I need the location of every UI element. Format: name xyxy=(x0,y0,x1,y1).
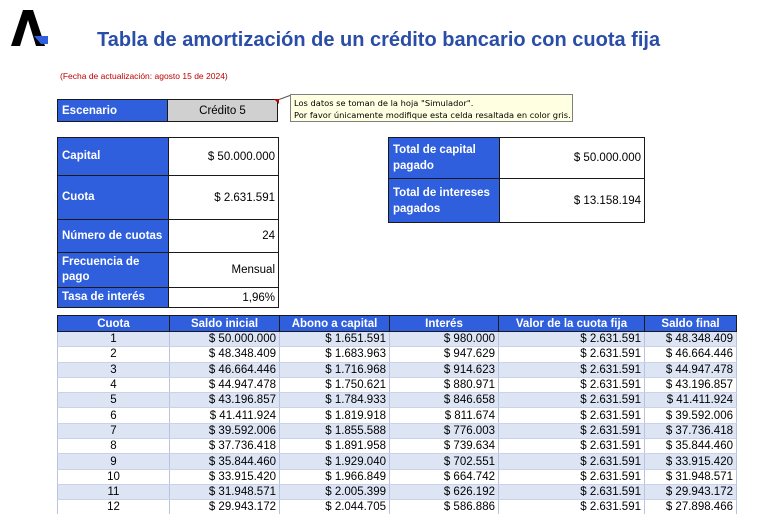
cell-saldo-inicial[interactable]: $ 41.411.924 xyxy=(170,408,280,423)
cell-cuota[interactable]: 6 xyxy=(58,408,170,423)
brand-logo-icon xyxy=(8,6,52,48)
column-header-saldo-final[interactable]: Saldo final xyxy=(645,316,737,332)
update-date: (Fecha de actualización: agosto 15 de 2024) xyxy=(60,71,228,81)
comment-line-1: Los datos se toman de la hoja "Simulador". xyxy=(294,98,474,108)
cell-interes[interactable]: $ 811.674 xyxy=(390,408,499,423)
cell-abono-capital[interactable]: $ 1.716.968 xyxy=(280,362,390,377)
totals-row-intereses xyxy=(389,179,645,223)
info-value[interactable]: $ 50.000.000 xyxy=(169,138,279,176)
cell-saldo-inicial[interactable]: $ 33.915.420 xyxy=(170,469,280,484)
cell-interes[interactable]: $ 626.192 xyxy=(390,484,499,499)
cell-valor-cuota[interactable]: $ 2.631.591 xyxy=(499,439,645,454)
cell-valor-cuota[interactable]: $ 2.631.591 xyxy=(499,362,645,377)
cell-valor-cuota[interactable]: $ 2.631.591 xyxy=(499,393,645,408)
table-row xyxy=(58,347,737,362)
cell-interes[interactable]: $ 880.971 xyxy=(390,377,499,392)
table-row xyxy=(58,362,737,377)
cell-abono-capital[interactable]: $ 1.929.040 xyxy=(280,454,390,469)
info-label: Capital xyxy=(58,138,169,176)
cell-abono-capital[interactable]: $ 2.005.399 xyxy=(280,484,390,499)
cell-cuota[interactable]: 10 xyxy=(58,469,170,484)
cell-cuota[interactable]: 5 xyxy=(58,393,170,408)
cell-valor-cuota[interactable]: $ 2.631.591 xyxy=(499,347,645,362)
info-row-capital xyxy=(58,138,279,176)
amortization-table xyxy=(57,315,737,514)
table-header-row xyxy=(58,316,737,332)
cell-saldo-final[interactable]: $ 33.915.420 xyxy=(645,454,737,469)
cell-abono-capital[interactable]: $ 1.750.621 xyxy=(280,377,390,392)
cell-saldo-inicial[interactable]: $ 48.348.409 xyxy=(170,347,280,362)
cell-abono-capital[interactable]: $ 1.819.918 xyxy=(280,408,390,423)
cell-interes[interactable]: $ 914.623 xyxy=(390,362,499,377)
info-row-numero-cuotas xyxy=(58,220,279,253)
cell-saldo-final[interactable]: $ 37.736.418 xyxy=(645,423,737,438)
column-header-valor-cuota[interactable]: Valor de la cuota fija xyxy=(499,316,645,332)
cell-saldo-final[interactable]: $ 31.948.571 xyxy=(645,469,737,484)
cell-abono-capital[interactable]: $ 1.891.958 xyxy=(280,439,390,454)
cell-interes[interactable]: $ 776.003 xyxy=(390,423,499,438)
info-label: Cuota xyxy=(58,176,169,220)
cell-valor-cuota[interactable]: $ 2.631.591 xyxy=(499,469,645,484)
cell-saldo-inicial[interactable]: $ 39.592.006 xyxy=(170,423,280,438)
cell-valor-cuota[interactable]: $ 2.631.591 xyxy=(499,377,645,392)
cell-saldo-final[interactable]: $ 44.947.478 xyxy=(645,362,737,377)
cell-saldo-final[interactable]: $ 46.664.446 xyxy=(645,347,737,362)
cell-saldo-final[interactable]: $ 41.411.924 xyxy=(645,393,737,408)
cell-cuota[interactable]: 12 xyxy=(58,500,170,514)
column-header-abono-capital[interactable]: Abono a capital xyxy=(280,316,390,332)
totals-value[interactable]: $ 50.000.000 xyxy=(500,138,645,179)
cell-saldo-inicial[interactable]: $ 44.947.478 xyxy=(170,377,280,392)
cell-saldo-final[interactable]: $ 39.592.006 xyxy=(645,408,737,423)
totals-label: Total de capital pagado xyxy=(389,138,500,179)
info-value[interactable]: Mensual xyxy=(169,253,279,288)
table-row xyxy=(58,423,737,438)
cell-cuota[interactable]: 7 xyxy=(58,423,170,438)
cell-saldo-inicial[interactable]: $ 37.736.418 xyxy=(170,439,280,454)
cell-abono-capital[interactable]: $ 1.683.963 xyxy=(280,347,390,362)
cell-cuota[interactable]: 4 xyxy=(58,377,170,392)
cell-interes[interactable]: $ 846.658 xyxy=(390,393,499,408)
cell-comment xyxy=(290,94,573,122)
amortization-body xyxy=(58,332,737,514)
cell-valor-cuota[interactable]: $ 2.631.591 xyxy=(499,500,645,514)
cell-cuota[interactable]: 9 xyxy=(58,454,170,469)
table-row xyxy=(58,469,737,484)
cell-abono-capital[interactable]: $ 1.855.588 xyxy=(280,423,390,438)
cell-cuota[interactable]: 1 xyxy=(58,332,170,347)
info-value[interactable]: 1,96% xyxy=(169,288,279,308)
loan-info-table xyxy=(57,137,279,308)
cell-valor-cuota[interactable]: $ 2.631.591 xyxy=(499,332,645,347)
cell-interes[interactable]: $ 739.634 xyxy=(390,439,499,454)
info-row-cuota xyxy=(58,176,279,220)
cell-abono-capital[interactable]: $ 2.044.705 xyxy=(280,500,390,514)
cell-saldo-final[interactable]: $ 48.348.409 xyxy=(645,332,737,347)
cell-interes[interactable]: $ 702.551 xyxy=(390,454,499,469)
cell-saldo-inicial[interactable]: $ 43.196.857 xyxy=(170,393,280,408)
cell-interes[interactable]: $ 664.742 xyxy=(390,469,499,484)
cell-saldo-final[interactable]: $ 43.196.857 xyxy=(645,377,737,392)
cell-saldo-inicial[interactable]: $ 50.000.000 xyxy=(170,332,280,347)
cell-saldo-inicial[interactable]: $ 46.664.446 xyxy=(170,362,280,377)
column-header-saldo-inicial[interactable]: Saldo inicial xyxy=(170,316,280,332)
table-row xyxy=(58,439,737,454)
cell-cuota[interactable]: 8 xyxy=(58,439,170,454)
totals-value[interactable]: $ 13.158.194 xyxy=(500,179,645,223)
cell-saldo-inicial[interactable]: $ 29.943.172 xyxy=(170,500,280,514)
cell-saldo-inicial[interactable]: $ 31.948.571 xyxy=(170,484,280,499)
cell-cuota[interactable]: 11 xyxy=(58,484,170,499)
totals-row-capital xyxy=(389,138,645,179)
column-header-interes[interactable]: Interés xyxy=(390,316,499,332)
column-header-cuota[interactable]: Cuota xyxy=(58,316,170,332)
page-title: Tabla de amortización de un crédito bancario con cuota fija xyxy=(97,29,661,51)
totals-table xyxy=(388,137,645,223)
cell-interes[interactable]: $ 980.000 xyxy=(390,332,499,347)
cell-interes[interactable]: $ 947.629 xyxy=(390,347,499,362)
cell-valor-cuota[interactable]: $ 2.631.591 xyxy=(499,484,645,499)
cell-valor-cuota[interactable]: $ 2.631.591 xyxy=(499,408,645,423)
table-row xyxy=(58,500,737,514)
cell-valor-cuota[interactable]: $ 2.631.591 xyxy=(499,454,645,469)
cell-valor-cuota[interactable]: $ 2.631.591 xyxy=(499,423,645,438)
totals-label: Total de intereses pagados xyxy=(389,179,500,223)
info-value[interactable]: 24 xyxy=(169,220,279,253)
comment-connector xyxy=(279,95,291,100)
cell-saldo-final[interactable]: $ 29.943.172 xyxy=(645,484,737,499)
cell-abono-capital[interactable]: $ 1.784.933 xyxy=(280,393,390,408)
scenario-input-cell[interactable]: Crédito 5 xyxy=(168,99,278,122)
info-label: Número de cuotas xyxy=(58,220,169,253)
table-row xyxy=(58,484,737,499)
table-row xyxy=(58,454,737,469)
info-row-tasa xyxy=(58,288,279,308)
cell-cuota[interactable]: 2 xyxy=(58,347,170,362)
table-row xyxy=(58,332,737,347)
cell-interes[interactable]: $ 586.886 xyxy=(390,500,499,514)
cell-cuota[interactable]: 3 xyxy=(58,362,170,377)
info-label: Tasa de interés xyxy=(58,288,169,308)
info-label: Frecuencia de pago xyxy=(58,253,169,288)
cell-saldo-final[interactable]: $ 35.844.460 xyxy=(645,439,737,454)
info-row-frecuencia xyxy=(58,253,279,288)
cell-abono-capital[interactable]: $ 1.651.591 xyxy=(280,332,390,347)
cell-saldo-inicial[interactable]: $ 35.844.460 xyxy=(170,454,280,469)
info-value[interactable]: $ 2.631.591 xyxy=(169,176,279,220)
scenario-label: Escenario xyxy=(57,99,168,122)
comment-line-2: Por favor únicamente modifique esta celda resaltada en color gris. xyxy=(294,110,571,120)
table-row xyxy=(58,408,737,423)
table-row xyxy=(58,393,737,408)
table-row xyxy=(58,377,737,392)
cell-saldo-final[interactable]: $ 27.898.466 xyxy=(645,500,737,514)
cell-abono-capital[interactable]: $ 1.966.849 xyxy=(280,469,390,484)
